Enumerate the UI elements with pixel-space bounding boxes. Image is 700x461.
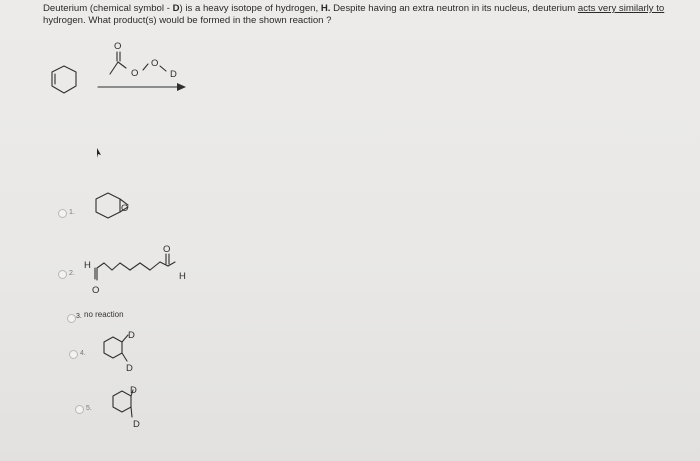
- option-1-number: 1.: [69, 209, 75, 216]
- atom-label: O: [131, 68, 139, 79]
- atom-label: D: [170, 69, 177, 80]
- atom-label: O: [151, 58, 159, 69]
- option-4-structure: [104, 335, 128, 361]
- option-4-radio[interactable]: [69, 350, 78, 359]
- atom-label: D: [128, 330, 135, 341]
- cursor-icon: [97, 148, 101, 158]
- deuterium-symbol: D: [172, 3, 180, 14]
- atom-label: H: [84, 260, 91, 271]
- atom-label: O: [163, 244, 171, 255]
- option-2-number: 2.: [69, 270, 75, 277]
- option-4-number: 4.: [80, 350, 86, 357]
- question-text-part: ) is a heavy isotope of hydrogen,: [179, 3, 321, 14]
- option-3-radio[interactable]: [67, 314, 76, 323]
- option-1-radio[interactable]: [58, 209, 67, 218]
- atom-label: O: [114, 41, 122, 52]
- option-5-number: 5.: [86, 405, 92, 412]
- atom-label: O: [121, 203, 129, 214]
- option-2-structure: [95, 254, 175, 280]
- option-3-label: no reaction: [84, 310, 124, 319]
- atom-label: H: [179, 271, 186, 282]
- atom-label: D: [133, 419, 140, 430]
- option-2-radio[interactable]: [58, 270, 67, 279]
- arrow-head-icon: [177, 83, 186, 91]
- question-text-part: Deuterium (chemical symbol -: [43, 3, 173, 14]
- underlined-phrase: acts very similarly to: [577, 3, 665, 14]
- reactant-cyclohexene: [52, 66, 76, 93]
- question-text-part: Despite having an extra neutron in its nucleus, deuterium: [330, 3, 578, 14]
- atom-label: D: [130, 385, 137, 396]
- atom-label: D: [126, 363, 133, 374]
- question-line-2: hydrogen. What product(s) would be formed in the shown reaction ?: [43, 15, 332, 26]
- hydrogen-symbol: H.: [320, 3, 331, 14]
- option-5-radio[interactable]: [75, 405, 84, 414]
- option-3-number: 3.: [76, 313, 82, 320]
- atom-label: O: [92, 285, 100, 296]
